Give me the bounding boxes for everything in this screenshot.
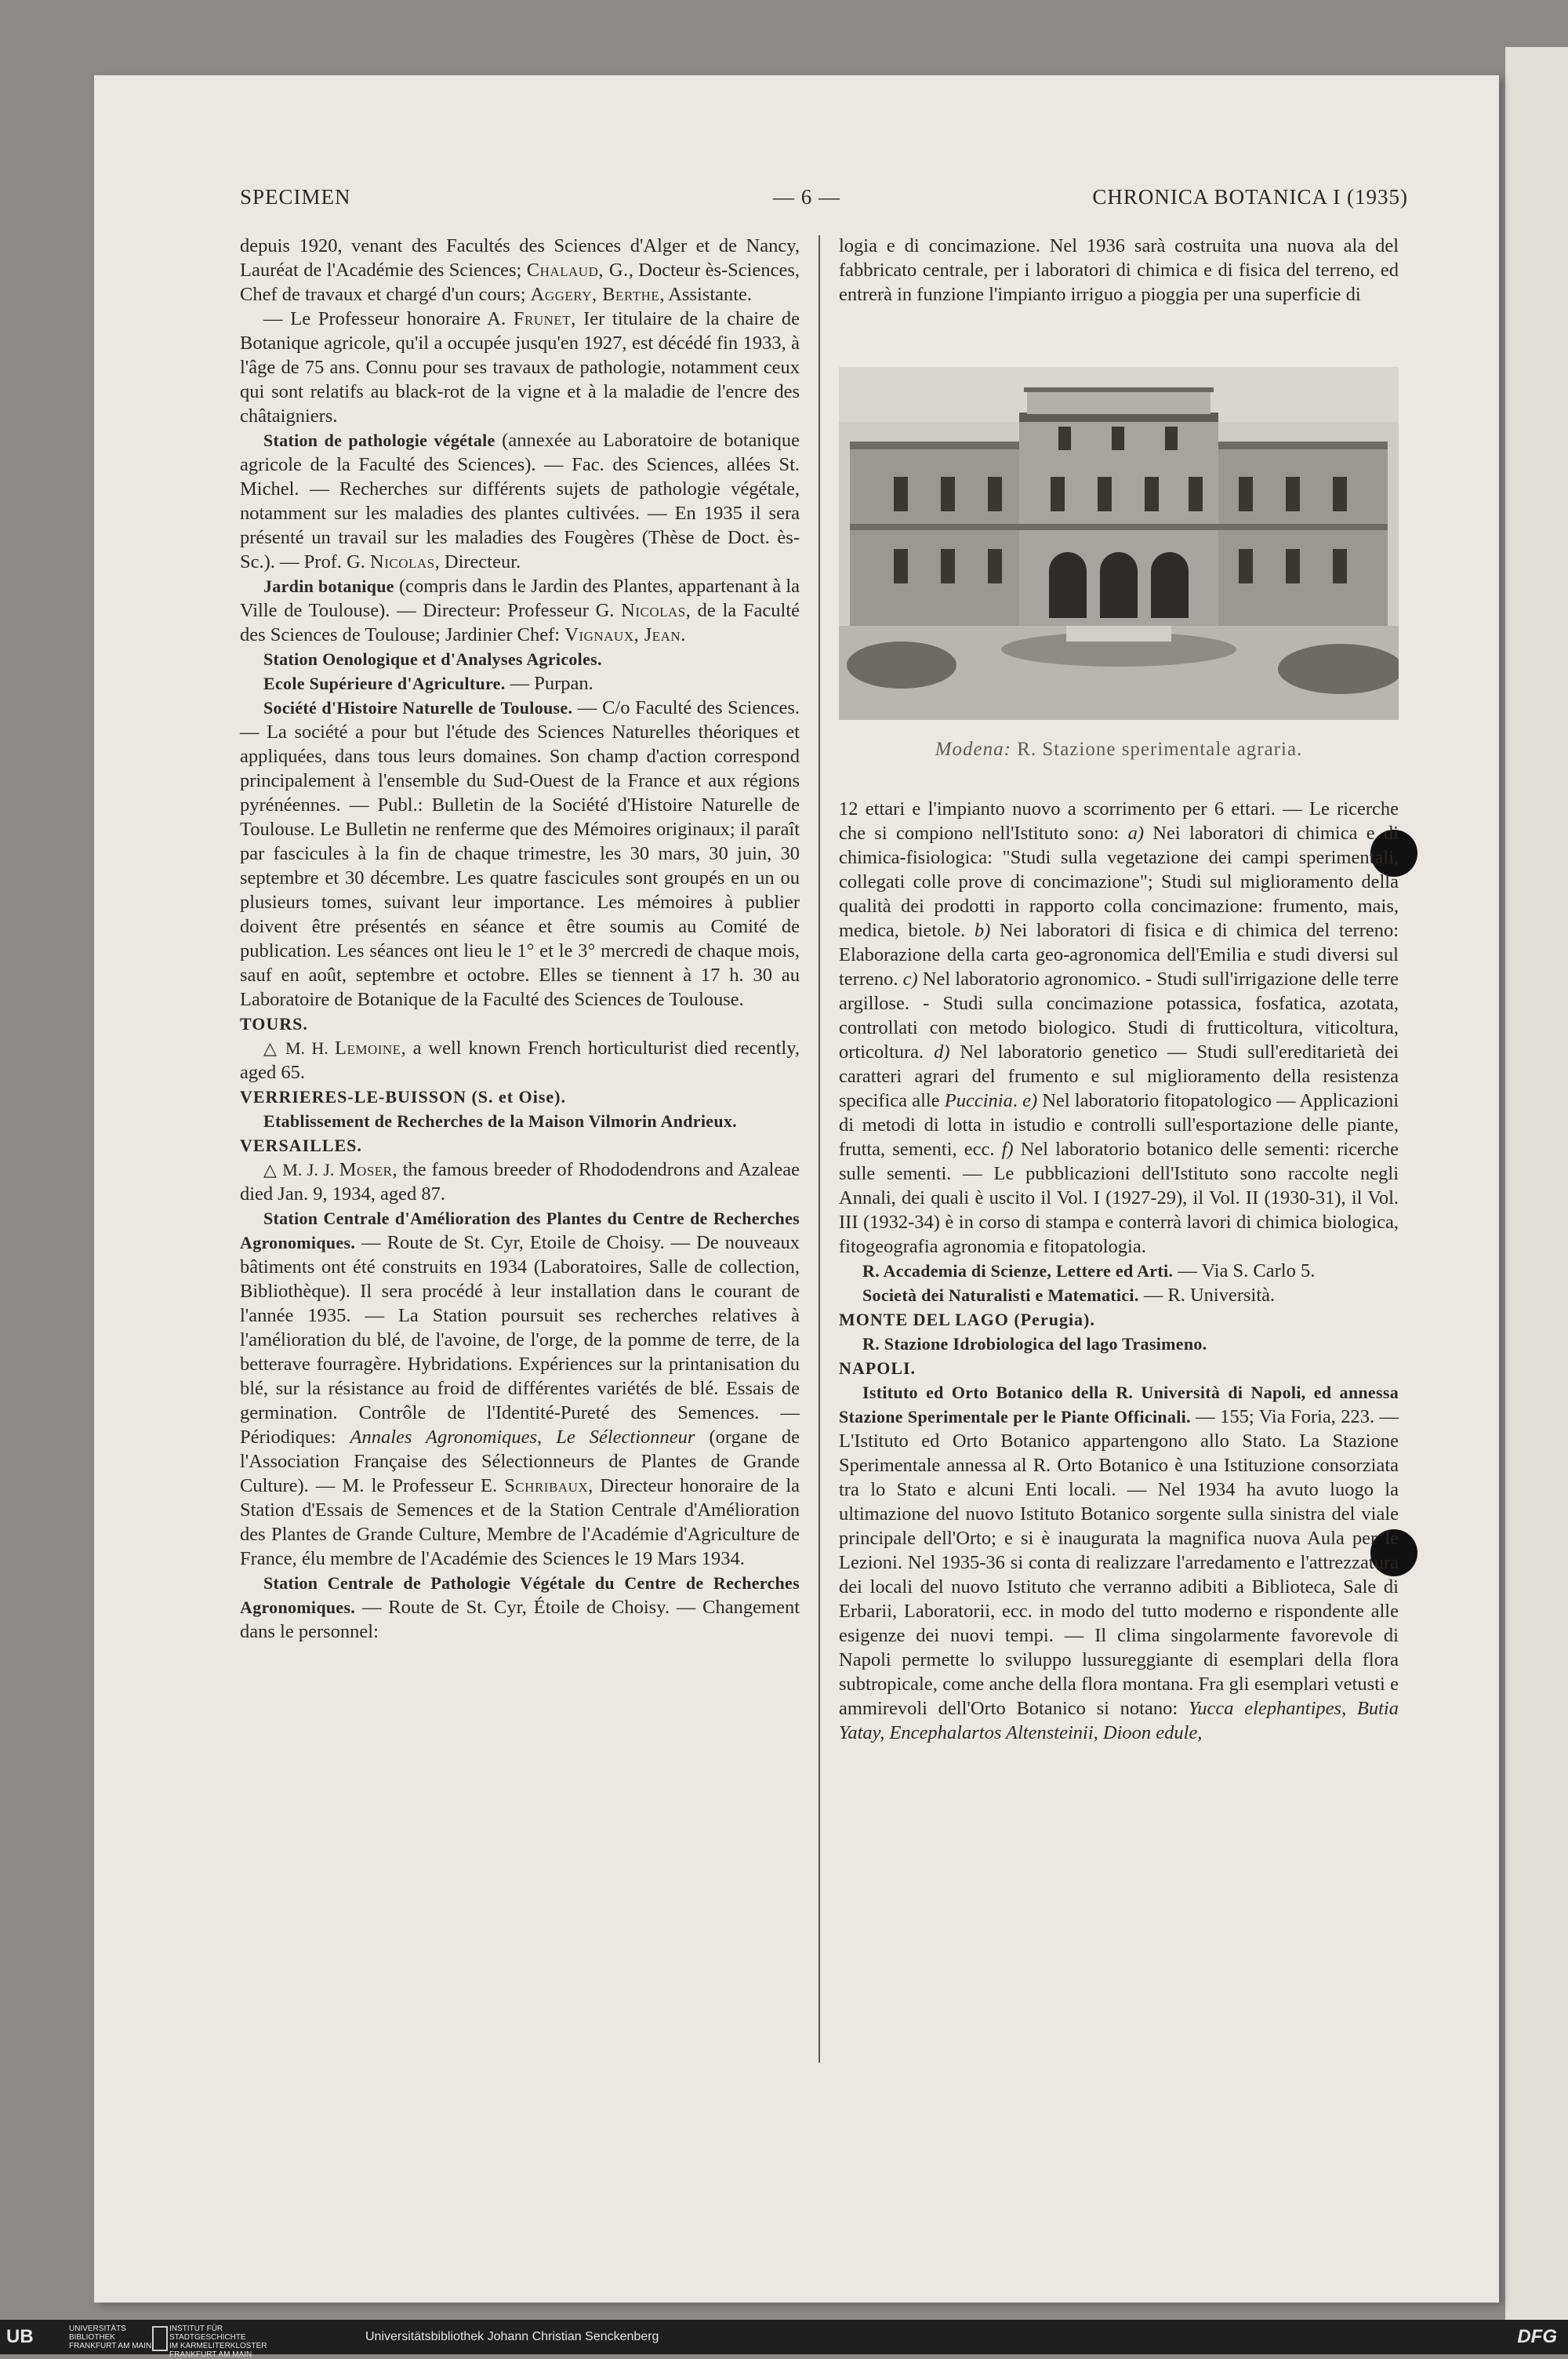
right-column-bottom	[839, 797, 1399, 1745]
header-specimen: SPECIMEN	[240, 185, 351, 209]
right-column-top	[839, 234, 1399, 307]
paragraph: Station Centrale de Pathologie Végétale du Centre de Recherches Agronomiques. — Route de St. Cyr, Étoile de Choisy. — Changement dans le personnel:	[240, 1573, 800, 1642]
paragraph: R. Accademia di Scienze, Lettere ed Arti. — Via S. Carlo 5.	[862, 1260, 1316, 1281]
left-column	[240, 234, 800, 1644]
column-rule	[818, 235, 820, 2063]
journal-title: CHRONICA BOTANICA I (1935)	[1092, 185, 1408, 209]
city-heading: VERRIERES-LE-BUISSON (S. et Oise).	[240, 1087, 566, 1107]
institute-logo-icon	[152, 2326, 168, 2351]
paragraph: Station de pathologie végétale (annexée au Laboratoire de botanique agricole de la Faculté des Sciences). — Fac. des Sciences, allées St. Michel. — Recherches sur différents sujets de pathologie végétale, notamment sur les maladies des plantes cultivées. — En 1935 il sera présenté un travail sur les maladies des Fougères (Thèse de Doct. ès-Sc.). — Prof. G. Nicolas, Directeur.	[240, 430, 800, 572]
running-head	[240, 185, 1408, 213]
paragraph: Etablissement de Recherches de la Maison Vilmorin Andrieux.	[263, 1111, 737, 1131]
paragraph: Station Oenologique et d'Analyses Agricoles.	[263, 649, 602, 669]
paragraph: 12 ettari e l'impianto nuovo a scorrimento per 6 ettari. — Le ricerche che si compiono nell'Istituto sono: a) Nei laboratori di chimica e di chimica-fisiologica: "Studi sulla vegetazione dei campi sperimentali, collegati colle prove di concimazione"; Studi sul miglioramento della qualità dei prodotti in rapporto colla concimazione: frumento, mais, medica, bietole. b) Nei laboratori di fisica e di chimica del terreno: Elaborazione della carta geo-agronomica dell'Emilia e studi diversi sul terreno. c) Nel laboratorio agronomico. - Studi sull'irrigazione delle terre argillose. - Studi sulla concimazione potassica, fosfatica, azotata, controllati con metodo biologico. Studi di frutticoltura, viticoltura, orticoltura. d) Nel laboratorio genetico — Studi sull'ereditarietà dei caratteri agrari del frumento e sul miglioramento della resistenza specifica alle Puccinia. e) Nel laboratorio fitopatologico — Applicazioni di metodi di lotta in istudio e controlli sull'esportazione delle piante, frutta, sementi, ecc. f) Nel laboratorio botanico delle sementi: ricerche sulle sementi. — Le pubblicazioni dell'Istituto sono raccolte negli Annali, dei quali è uscito il Vol. I (1927-29), il Vol. II (1930-31), il Vol. III (1932-34) è in corso di stampa e conterrà lavori di chimica biologica, fitogeografia agronomia e fitopatologia.	[839, 798, 1399, 1257]
paragraph: Istituto ed Orto Botanico della R. Università di Napoli, ed annessa Stazione Sperimentale per le Piante Officinali. — 155; Via Foria, 223. — L'Istituto ed Orto Botanico appartengono allo Stato. La Stazione Sperimentale annessa al R. Orto Botanico è una Istituzione consorziata tra lo Stato e alcuni Enti locali. — Nel 1934 ha avuto luogo la ultimazione del nuovo Istituto Botanico sorgente sulla sinistra del viale principale dell'Orto; e si è inaugurata la magnifica nuova Aula per le Lezioni. Nel 1935-36 si conta di realizzare l'arredamento e l'attrezzatura dei locali del nuovo Istituto che verranno adibiti a Biblioteca, Sale di Erbarii, Laboratorii, ecc. in modo del tutto moderno e rispondente alle esigenze dei nuovi tempi. — Il clima singolarmente favorevole di Napoli permette lo sviluppo lussureggiante di esemplari della flora subtropicale, come anche della flora montana. Fra gli esemplari vetusti e ammirevoli dell'Orto Botanico si notano: Yucca elephantipes, Butia Yatay, Encephalartos Altensteinii, Dioon edule,	[839, 1383, 1399, 1743]
city-heading: VERSAILLES.	[240, 1136, 362, 1155]
paragraph: — Le Professeur honoraire A. Frunet, Ier titulaire de la chaire de Botanique agricole, qu'il a occupée jusqu'en 1927, est décédé fin 1933, à l'âge de 75 ans. Connu pour ses travaux de pathologie, notamment ceux qui sont relatifs au black-rot de la vigne et à la maladie de l'encre des châtaigniers.	[240, 308, 800, 427]
paragraph: Station Centrale d'Amélioration des Plantes du Centre de Recherches Agronomiques. — Route de St. Cyr, Etoile de Choisy. — De nouveaux bâtiments ont été construits en 1934 (Laboratoires, Salle de collection, Bibliothèque). Il sera procédé à leur installation dans le courant de l'année 1935. — La Station poursuit ses recherches relatives à l'amélioration du blé, de l'avoine, de l'orge, de la pomme de terre, de la betterave fourragère. Hybridations. Expériences sur la printanisation du blé, sur la résistance au froid de différentes variétés de blé. Essais de germination. Contrôle de l'Identité-Pureté des Semences. — Périodiques: Annales Agronomiques, Le Sélectionneur (organe de l'Association Française des Sélectionneurs de Plantes de Grande Culture). — M. le Professeur E. Schribaux, Directeur honoraire de la Station d'Essais de Semences et de la Station Centrale d'Amélioration des Plantes de Grande Culture, Membre de l'Académie d'Agriculture de France, élu membre de l'Académie des Sciences le 19 Mars 1934.	[240, 1209, 800, 1569]
photo-illustration	[839, 367, 1399, 720]
photo-caption: Modena: R. Stazione sperimentale agraria.	[935, 739, 1303, 760]
page-number: — 6 —	[773, 185, 840, 209]
viewer-footer	[0, 2320, 1568, 2359]
ub-logo-text: UNIVERSITÄTS BIBLIOTHEK FRANKFURT AM MAIN	[69, 2324, 152, 2350]
paragraph: Società dei Naturalisti e Matematici. — R. Università.	[862, 1285, 1276, 1306]
city-heading: TOURS.	[240, 1014, 308, 1034]
paragraph: Jardin botanique (compris dans le Jardin des Plantes, appartenant à la Ville de Toulouse). — Directeur: Professeur G. Nicolas, de la Faculté des Sciences de Toulouse; Jardinier Chef: Vignaux, Jean.	[240, 576, 800, 645]
paragraph: △ M. H. Lemoine, a well known French horticulturist died recently, aged 65.	[240, 1038, 800, 1083]
paragraph: logia e di concimazione. Nel 1936 sarà costruita una nuova ala del fabbricato centrale, per i laboratori di chimica e di fisica del terreno, ed entrerà in funzione l'impianto irriguo a pioggia per una superficie di	[839, 235, 1399, 305]
dfg-logo[interactable]: DFG	[1517, 2326, 1557, 2347]
city-heading: NAPOLI.	[839, 1358, 916, 1378]
paragraph: Société d'Histoire Naturelle de Toulouse. — C/o Faculté des Sciences. — La société a pour but l'étude des Sciences Naturelles théoriques et appliquées, dans tous leurs domaines. Son champ d'action correspond principalement à l'ensemble du Sud-Ouest de la France et aux régions pyrénéennes. — Publ.: Bulletin de la Société d'Histoire Naturelle de Toulouse. Le Bulletin ne renferme que des Mémoires originaux; il paraît par fascicules à la fin de chaque trimestre, les 30 mars, 30 juin, 30 septembre et 30 décembre. Les quatre fascicules sont groupés en un ou plusieurs tomes, suivant leur importance. Les mémoires à publier doivent être présentés en séance et être soumis au Comité de publication. Les séances ont lieu le 1° et le 3° mercredi de chaque mois, sauf en août, septembre et octobre. Elles se tiennent à 17 h. 30 au Laboratoire de Botanique de la Faculté des Sciences de Toulouse.	[240, 697, 800, 1010]
institute-logo-text[interactable]: INSTITUT FÜR STADTGESCHICHTE IM KARMELITERKLOSTER FRANKFURT AM MAIN	[169, 2324, 267, 2359]
paragraph: depuis 1920, venant des Facultés des Sciences d'Alger et de Nancy, Lauréat de l'Académie des Sciences; Chalaud, G., Docteur ès-Sciences, Chef de travaux et chargé d'un cours; Aggery, Berthe, Assistante.	[240, 235, 800, 305]
ub-logo[interactable]: UB	[6, 2326, 34, 2347]
paragraph: Ecole Supérieure d'Agriculture. — Purpan.	[263, 673, 593, 694]
building-photo	[839, 367, 1399, 775]
paragraph: △ M. J. J. Moser, the famous breeder of Rhododendrons and Azaleae died Jan. 9, 1934, aged 87.	[240, 1159, 800, 1205]
adjacent-page-edge	[1505, 47, 1568, 2321]
paragraph: R. Stazione Idrobiologica del lago Trasimeno.	[862, 1334, 1207, 1354]
city-heading: MONTE DEL LAGO (Perugia).	[839, 1310, 1095, 1329]
library-name[interactable]: Universitätsbibliothek Johann Christian Senckenberg	[365, 2330, 659, 2343]
